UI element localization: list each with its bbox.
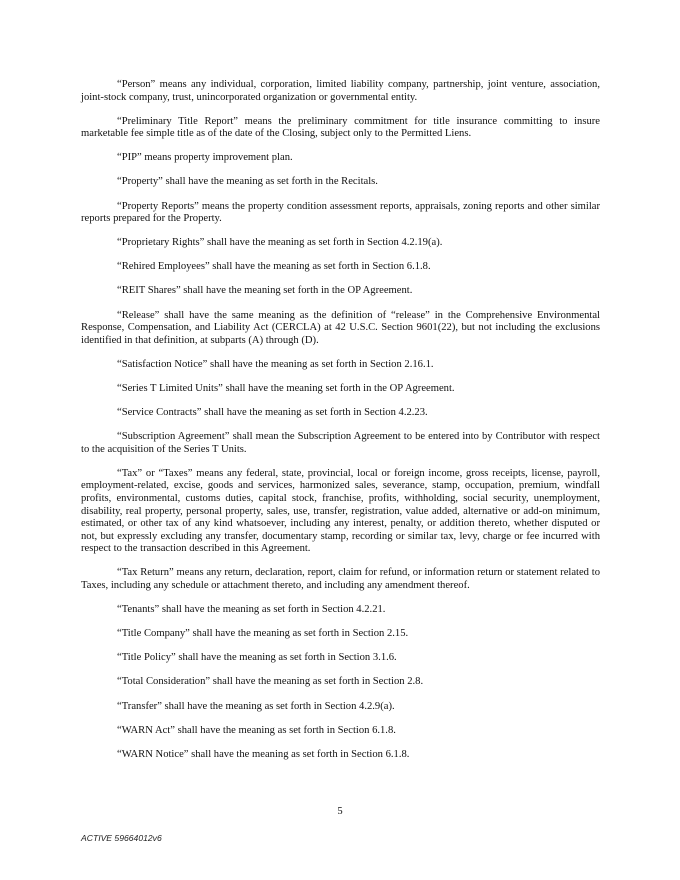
- definition-paragraph: “WARN Notice” shall have the meaning as set forth in Section 6.1.8.: [117, 748, 410, 760]
- definition-paragraph: “Tax” or “Taxes” means any federal, state, provincial, local or foreign income, gross receipts, license, payroll, employment-related, excise, goods and services, harmonized sales, severance, stamp, occupation, premium, windfall profits, environmental, customs duties, capital stock, franchise, profits, withholding, social security, unemployment, disability, real property, personal property, sales, use, transfer, registration, value added, alternative or add-on minimum, estimated, or other tax of any kind whatsoever, including any interest, penalty, or addition thereto, whether disputed or not, but expressly excluding any transfer, documentary stamp, recording or similar tax, levy, charge or fee incurred with respect to the transaction described in this Agreement.: [81, 467, 600, 555]
- definition-paragraph: “Property” shall have the meaning as set forth in the Recitals.: [117, 176, 378, 188]
- definition-paragraph: “Series T Limited Units” shall have the meaning set forth in the OP Agreement.: [117, 382, 455, 394]
- definition-paragraph: “PIP” means property improvement plan.: [117, 152, 293, 164]
- definition-paragraph: “Total Consideration” shall have the meaning as set forth in Section 2.8.: [117, 676, 424, 688]
- definition-paragraph: “Tenants” shall have the meaning as set forth in Section 4.2.21.: [117, 604, 386, 616]
- definition-paragraph: “Service Contracts” shall have the meaning as set forth in Section 4.2.23.: [117, 407, 428, 418]
- page-number: 5: [337, 806, 343, 817]
- definition-paragraph: “Subscription Agreement” shall mean the Subscription Agreement to be entered into by Contributor with respect to the acquisition of the Series T Units.: [81, 431, 600, 455]
- definition-paragraph: “Person” means any individual, corporation, limited liability company, partnership, joint venture, association, joint-stock company, trust, unincorporated organization or governmental entity.: [81, 79, 600, 103]
- definition-paragraph: “Tax Return” means any return, declaration, report, claim for refund, or information return or statement related to Taxes, including any schedule or attachment thereto, and including any amendment thereof.: [81, 567, 600, 592]
- document-id: ACTIVE 59664012v6: [81, 833, 162, 843]
- definition-paragraph: “Release” shall have the same meaning as the definition of “release” in the Comprehensive Environmental Response, Compensation, and Liability Act (CERCLA) at 42 U.S.C. Section 9601(22), but not including the exclusions identified in that definition, at subparts (A) through (D).: [81, 309, 600, 346]
- definition-paragraph: “WARN Act” shall have the meaning as set forth in Section 6.1.8.: [117, 724, 396, 736]
- definition-paragraph: “Transfer” shall have the meaning as set forth in Section 4.2.9(a).: [117, 700, 395, 712]
- definition-paragraph: “Title Company” shall have the meaning as set forth in Section 2.15.: [117, 628, 409, 640]
- definition-paragraph: “Preliminary Title Report” means the preliminary commitment for title insurance committing to insure marketable fee simple title as of the date of the Closing, subject only to the Permitted Liens.: [81, 115, 600, 140]
- definition-paragraph: “Rehired Employees” shall have the meaning as set forth in Section 6.1.8.: [117, 261, 431, 273]
- definition-paragraph: “REIT Shares” shall have the meaning set forth in the OP Agreement.: [117, 285, 413, 297]
- definitions-list: [81, 79, 600, 773]
- definition-paragraph: “Title Policy” shall have the meaning as set forth in Section 3.1.6.: [117, 652, 397, 664]
- definition-paragraph: “Proprietary Rights” shall have the meaning as set forth in Section 4.2.19(a).: [117, 237, 443, 249]
- definition-paragraph: “Satisfaction Notice” shall have the meaning as set forth in Section 2.16.1.: [117, 358, 434, 370]
- definition-paragraph: “Property Reports” means the property condition assessment reports, appraisals, zoning reports and other similar reports prepared for the Property.: [81, 200, 600, 225]
